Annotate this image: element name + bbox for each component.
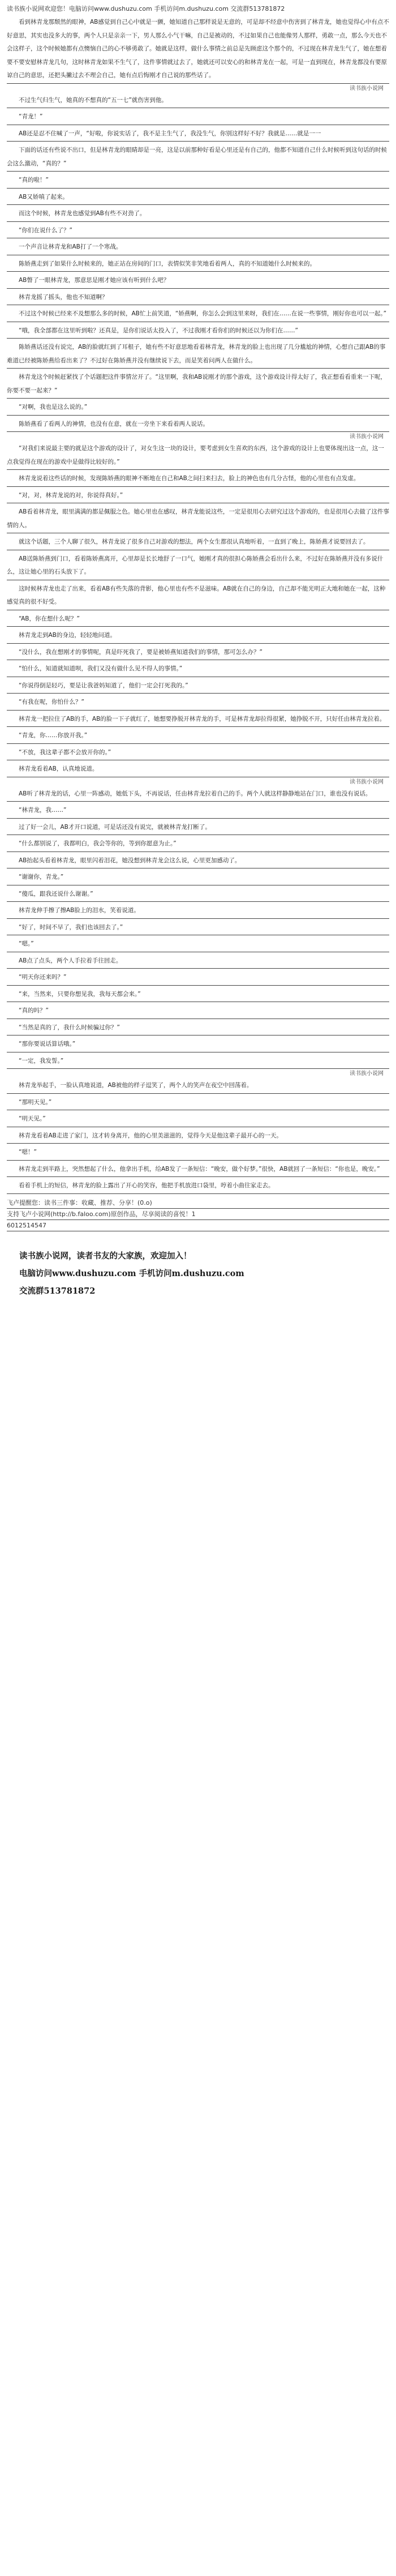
paragraph: “对啊，我也是这么说的。” — [7, 401, 389, 416]
watermark-label: 读书族小说网 — [350, 85, 384, 92]
site-promo — [7, 1247, 389, 1300]
paragraph: “谢谢你，青龙。” — [7, 871, 389, 885]
footer-code: 6012514547 — [7, 1220, 389, 1231]
paragraph: “来，当然来，只要你想见我，我每天都会来。” — [7, 988, 389, 1003]
paragraph: “怕什么，知道就知道呗，我们又没有做什么见不得人的事情。” — [7, 662, 389, 677]
paragraph: “那你要说话算话哦。” — [7, 1038, 389, 1052]
paragraph: 不过这个时候已经来不及想那么多的时候，AB忙上前笑道，“娇燕啊，你怎么会到这里来呀，我们在……在说一些事情，刚好你也可以一起。” — [7, 307, 389, 322]
paragraph: 陈娇燕走到了如果什么时候来的，她正站在房间的门口，表情似笑非笑地看着两人，真的不知道她什么时候来的。 — [7, 258, 389, 272]
paragraph: “没什么，我在想刚才的事情呢，真是吓死我了，要是被娇燕知道我们的事情，那可怎么办？” — [7, 646, 389, 661]
paragraph: 一个声音让林青龙和AB打了一个寒战。 — [7, 241, 389, 255]
paragraph: “傻瓜，跟我还说什么谢谢。” — [7, 888, 389, 902]
promo-access: 电脑访问www.dushuzu.com 手机访问m.dushuzu.com — [19, 1268, 244, 1278]
paragraph: AB听了林青龙的话，心里一阵感动，她低下头，不再说话，任由林青龙拉着自己的手。两个人就这样静静地站在门口，谁也没有说话。 — [7, 788, 389, 802]
paragraph: “你们在说什么了？” — [7, 224, 389, 239]
footer-support: 支持飞卢小说网(http://b.faloo.com)原创作品，尽享阅读的喜悦！1 — [7, 1209, 389, 1220]
watermark-label: 读书族小说网 — [350, 434, 384, 440]
paragraph: 下面的话还有些说不出口，但是林青龙的眼睛却是一亮，这是以前那种好看是心里还是有自己的，他都不知道自己什么时候听到这句话的时候会这么激动，“真的？” — [7, 144, 389, 172]
site-header: 读书族小说网欢迎您！电脑访问www.dushuzu.com 手机访问m.dushuzu.com 交流群513781872 — [7, 5, 285, 12]
paragraph: “好了，时间不早了，我们也该回去了。” — [7, 921, 389, 936]
paragraph: 看到林青龙那颓然的眼神，AB感觉到自己心中就是一颤，她知道自己那样说是无意的，可是却不经意中伤害到了林青龙，她也觉得心中有点不好意思，其实也没多大的事，两个人只是亲亲一下，男人那么小气干嘛，自己是被动的，不过如果自己也能像男人那样，勇敢一点，那么今天也不会这样子，这个时候她都有点懊恼自己的心不够勇敢了。她就是这样，做什么事情之前总是先顾虑这个那个的，不过现在林青龙生气了，她在想着要不要安慰林青龙几句，这时林青龙如果不生气了，这件事情就过去了，她就还可以安心的和林青龙在一起，可是一直到现在，林青龙都没有要原谅自己的意思，还把头撇过去不理会自己，她有点后悔刚才自己说的那些话了。 — [7, 16, 389, 84]
paragraph: “对，对，林青龙说的对，你说得真好。” — [7, 489, 389, 504]
paragraph: “不放，我这辈子都不会放开你的。” — [7, 746, 389, 761]
watermark-label: 读书族小说网 — [350, 778, 384, 785]
paragraph: AB瞥了一眼林青龙，那意思是刚才她应该有听到什么吧？ — [7, 274, 389, 289]
paragraph: “哦，我全部都在这里听到啦？还真是，是你们说话太投入了，不过我刚才看你们的时候还以为你们在……” — [7, 324, 389, 339]
paragraph: “你说得倒是轻巧，要是让我爸妈知道了，他们一定会打死我的。” — [7, 679, 389, 694]
paragraph: 林青龙举起手，一脸认真地说道，AB被他的样子逗笑了，两个人的笑声在夜空中回荡着。 — [7, 1079, 389, 1094]
paragraph: “真的吗？” — [7, 1004, 389, 1019]
paragraph: 看着手机上的短信，林青龙的脸上露出了开心的笑容，他把手机放进口袋里，哼着小曲往家走去。 — [7, 1179, 389, 1194]
chapter-footer — [7, 1197, 389, 1231]
paragraph: 林青龙这个时候赶紧找了个话题把这件事情岔开了。“这里啊，我和AB说刚才的那个游戏，这个游戏设计得太好了，我正想看看重来一下呢，你要不要一起来？” — [7, 371, 389, 399]
paragraph: 不过生气归生气，她真的不想真的“五一七”就伤害到他。 — [7, 94, 389, 109]
paragraph: “对我们来说最主要的就是这个游戏的设计了，对女生这一块的设计，要考虑到女生喜欢的东西，这个游戏的设计上也要体现出这一点，这一点我觉得在现在的游戏中是做得比较好的。” — [7, 442, 389, 470]
paragraph: 林青龙摇了摇头，他也不知道啊？ — [7, 291, 389, 306]
paragraph: 陈娇燕看了看两人的神情，也没有在意，就在一旁坐下来看着两人说话。 — [7, 418, 389, 433]
paragraph: 陈娇燕话还没有说完，AB的脸就红到了耳根子，她有些不好意思地看着林青龙，林青龙的脸上也出现了几分尴尬的神情，心想自己跟AB的事难道已经被陈娇燕给看出来了？不过好在陈娇燕并没有继续说下去，而是笑着问两人在做什么。 — [7, 341, 389, 369]
paragraph: “青龙！” — [7, 110, 389, 125]
paragraph: AB送陈娇燕到门口，看着陈娇燕离开，心里却是长长地舒了一口气，她刚才真的很担心陈娇燕会看出什么来，不过好在陈娇燕并没有多说什么，这让她心里的石头放下了。 — [7, 553, 389, 580]
paragraph: 林青龙说着这些话的时候，发现陈娇燕的眼神不断地在自己和AB之间扫来扫去，脸上的神色也有几分古怪，他的心里也有点发虚。 — [7, 472, 389, 487]
paragraph: 林青龙走到AB的身边，轻轻地问道。 — [7, 629, 389, 644]
watermark-label: 读书族小说网 — [350, 1071, 384, 1077]
paragraph: 就这个话题，三个人聊了很久，林青龙说了很多自己对游戏的想法，两个女生都很认真地听着，一直到了晚上，陈娇燕才说要回去了。 — [7, 536, 389, 550]
paragraph: AB又娇嗔了起来。 — [7, 191, 389, 206]
paragraph: “那明天见。” — [7, 1096, 389, 1111]
paragraph: AB看着林青龙，眼里满满的都是佩服之色。她心里也在感叹，林青龙能说这些，一定是很用心去研究过这个游戏的，也是很用心去做了这件事情的人。 — [7, 506, 389, 533]
paragraph: “一定，我发誓。” — [7, 1055, 389, 1069]
promo-welcome: 读书族小说网，读者书友的大家族，欢迎加入！ — [19, 1251, 192, 1261]
paragraph: 林青龙走到半路上，突然想起了什么，他拿出手机，给AB发了一条短信：“晚安，做个好梦。”很快，AB就回了一条短信：“你也是，晚安。” — [7, 1163, 389, 1178]
paragraph: AB还是忍不住喊了一声，“好啦，你说实话了，我不是主生气了，我没生气，你别这样好不好？我就是……就是一一 — [7, 127, 389, 142]
paragraph: AB抬起头看着林青龙，眼里闪着泪花，她没想到林青龙会这么说，心里更加感动了。 — [7, 854, 389, 869]
paragraph: “青龙，你……你放开我。” — [7, 729, 389, 744]
paragraph: AB点了点头，两个人手拉着手往回走。 — [7, 955, 389, 969]
paragraph: 这时候林青龙也走了出来，看着AB有些失落的背影，他心里也有些不是滋味。AB就在自己的身边，自己却不能光明正大地和她在一起，这种感觉真的很不好受。 — [7, 583, 389, 610]
paragraph: 而这个时候，林青龙也感觉到AB有些不对劲了。 — [7, 207, 389, 222]
paragraph: “明天你还来吗？” — [7, 971, 389, 986]
paragraph: 过了好一会儿，AB才开口说道，可是话还没有说完，就被林青龙打断了。 — [7, 821, 389, 836]
paragraph: “什么都别说了，我都明白，我会等你的，等到你愿意为止。” — [7, 837, 389, 852]
paragraph: “明天见。” — [7, 1112, 389, 1127]
footer-tip: 飞卢提醒您：读书三件事：收藏、推荐、分享！(0.o) — [7, 1197, 389, 1209]
chapter-content — [7, 16, 389, 1194]
paragraph: 林青龙看着AB走进了家门，这才转身离开，他的心里美滋滋的，觉得今天是他这辈子最开心的一天。 — [7, 1129, 389, 1144]
paragraph: 林青龙看着AB，认真地说道。 — [7, 763, 389, 777]
paragraph: “有我在呢，你怕什么？” — [7, 696, 389, 711]
paragraph: 林青龙一把拉住了AB的手，AB的脸一下子就红了，她想要挣脱开林青龙的手，可是林青龙却拉得很紧，她挣脱不开，只好任由林青龙拉着。 — [7, 713, 389, 728]
paragraph: “嗯。” — [7, 938, 389, 952]
paragraph: “AB，你在想什么呢？” — [7, 613, 389, 627]
promo-group: 交流群513781872 — [19, 1286, 96, 1296]
paragraph: 林青龙伸手擦了擦AB脸上的泪水，笑着说道。 — [7, 904, 389, 919]
paragraph: “当然是真的了，我什么时候骗过你？” — [7, 1021, 389, 1036]
paragraph: “真的啦！” — [7, 174, 389, 189]
paragraph: “林青龙，我……” — [7, 804, 389, 819]
paragraph: “嗯！” — [7, 1146, 389, 1161]
